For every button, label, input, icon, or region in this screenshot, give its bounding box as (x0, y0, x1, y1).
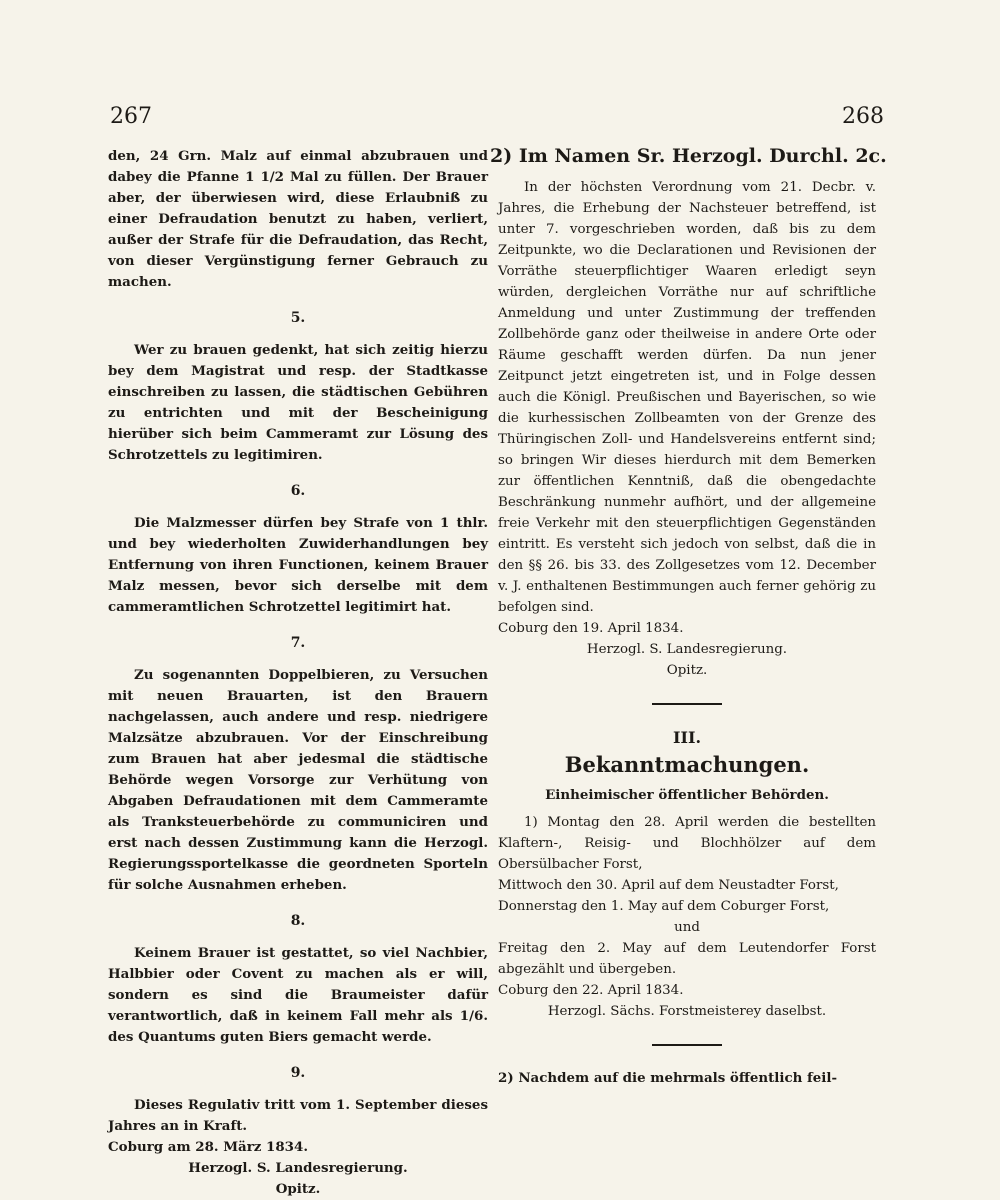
notice-item-1: 1) Montag den 28. April werden die bestellten Klaftern-, Reisig- und Blochhölzer auf dem Obersülbacher Forst, (498, 815, 876, 872)
section-7-number: 7. (290, 635, 306, 651)
section-6-number: 6. (290, 483, 306, 499)
right-authority: Herzogl. S. Landesregierung. (586, 642, 788, 657)
section-divider-2 (652, 1044, 722, 1046)
right-column (490, 145, 887, 1089)
left-authority: Herzogl. S. Landesregierung. (188, 1160, 408, 1176)
left-column (108, 146, 488, 1200)
right-place-date: Coburg den 19. April 1834. (498, 621, 684, 636)
next-notice-line: 2) Nachdem auf die mehrmals öffentlich feil- (498, 1070, 838, 1086)
section-divider (652, 703, 722, 705)
section-9-number: 9. (290, 1065, 306, 1081)
section-roman-number: III. (672, 728, 702, 747)
left-signer: Opitz. (275, 1181, 321, 1197)
page-number-left: 267 (110, 104, 152, 129)
right-authority-2: Herzogl. Sächs. Forstmeisterey daselbst. (547, 1004, 827, 1019)
ordinance-title: 2) Im Namen Sr. Herzogl. Durchl. 2c. (490, 145, 887, 167)
section-8-text: Keinem Brauer ist gestattet, so viel Nachbier, Halbbier oder Covent zu machen als er will, sondern es sind die Braumeister dafür verantwortlich, daß in keinem Fall mehr als 1/6. des Quantums guten Biers gemacht werde. (108, 945, 488, 1045)
notice-und: und (674, 920, 700, 935)
ordinance-body: In der höchsten Verordnung vom 21. Decbr. v. Jahres, die Erhebung der Nachsteuer betreffend, ist unter 7. vorgeschrieben worden, daß bis zu dem Zeitpunkte, wo die Declarationen und Revisionen der Vorräthe steuerpflichtiger Waaren erledigt seyn würden, dergleichen Vorräthe nur auf schriftliche Anmeldung und unter Zustimmung der treffenden Zollbehörde ganz oder theilweise in andere Orte oder Räume geschafft werden dürfen. Da nun jener Zeitpunct jetzt eingetreten ist, und in Folge dessen auch die Königl. Preußischen und Bayerischen, so wie die kurhessischen Zollbeamten von der Grenze des Thüringischen Zoll- und Handelsvereins entfernt sind; so bringen Wir dieses hierdurch mit dem Bemerken zur öffentlichen Kenntniß, daß die obengedachte Beschränkung nunmehr aufhört, und der allgemeine freie Verkehr mit den steuerpflichtigen Gegenständen eintritt. Es versteht sich jedoch von selbst, daß die in den §§ 26. bis 33. des Zollgesetzes vom 12. December v. J. enthaltenen Bestimmungen auch ferner gehörig zu befolgen sind. (498, 180, 876, 615)
section-8-number: 8. (290, 913, 306, 929)
section-9-text: Dieses Regulativ tritt vom 1. September dieses Jahres an in Kraft. (108, 1097, 488, 1134)
notice-item-2: Mittwoch den 30. April auf dem Neustadter Forst, (498, 878, 839, 893)
section-subtitle: Einheimischer öffentlicher Behörden. (545, 787, 829, 803)
section-title: Bekanntmachungen. (564, 752, 810, 777)
notice-item-4: Freitag den 2. May auf dem Leutendorfer Forst abgezählt und übergeben. (498, 941, 876, 977)
right-signer: Opitz. (666, 663, 708, 678)
notice-item-3: Donnerstag den 1. May auf dem Coburger Forst, (498, 899, 830, 914)
intro-paragraph: den, 24 Grn. Malz auf einmal abzubrauen und dabey die Pfanne 1 1/2 Mal zu füllen. Der Brauer aber, der überwiesen wird, diese Erlaubniß zu einer Defraudation benutzt zu haben, verliert, außer der Strafe für die Defraudation, das Recht, von dieser Vergünstigung ferner Gebrauch zu machen. (108, 148, 488, 290)
left-place-date: Coburg am 28. März 1834. (108, 1139, 308, 1155)
section-5-number: 5. (290, 310, 306, 326)
section-6-text: Die Malzmesser dürfen bey Strafe von 1 thlr. und bey wiederholten Zuwiderhandlungen bey Entfernung von ihren Functionen, keinem Brauer Malz messen, bevor sich derselbe mit dem cammeramtlichen Schrotzettel legitimirt hat. (108, 515, 488, 615)
right-place-date-2: Coburg den 22. April 1834. (498, 983, 684, 998)
section-7-text: Zu sogenannten Doppelbieren, zu Versuchen mit neuen Brauarten, ist den Brauern nachgelassen, auch andere und resp. niedrigere Malzsätze abzubrauen. Vor der Einschreibung zum Brauen hat aber jedesmal die städtische Behörde wegen Vorsorge zur Verhütung von Abgaben Defraudationen mit dem Cammeramte als Tranksteuerbehörde zu communiciren und erst nach dessen Zustimmung kann die Herzogl. Regierungssportelkasse die geordneten Sporteln für solche Ausnahmen erheben. (108, 667, 488, 893)
section-5-text: Wer zu brauen gedenkt, hat sich zeitig hierzu bey dem Magistrat und resp. der Stadtkasse einschreiben zu lassen, die städtischen Gebühren zu entrichten und mit der Bescheinigung hierüber sich beim Cammeramt zur Lösung des Schrotzettels zu legitimiren. (108, 342, 488, 463)
page-number-right: 268 (842, 104, 884, 129)
